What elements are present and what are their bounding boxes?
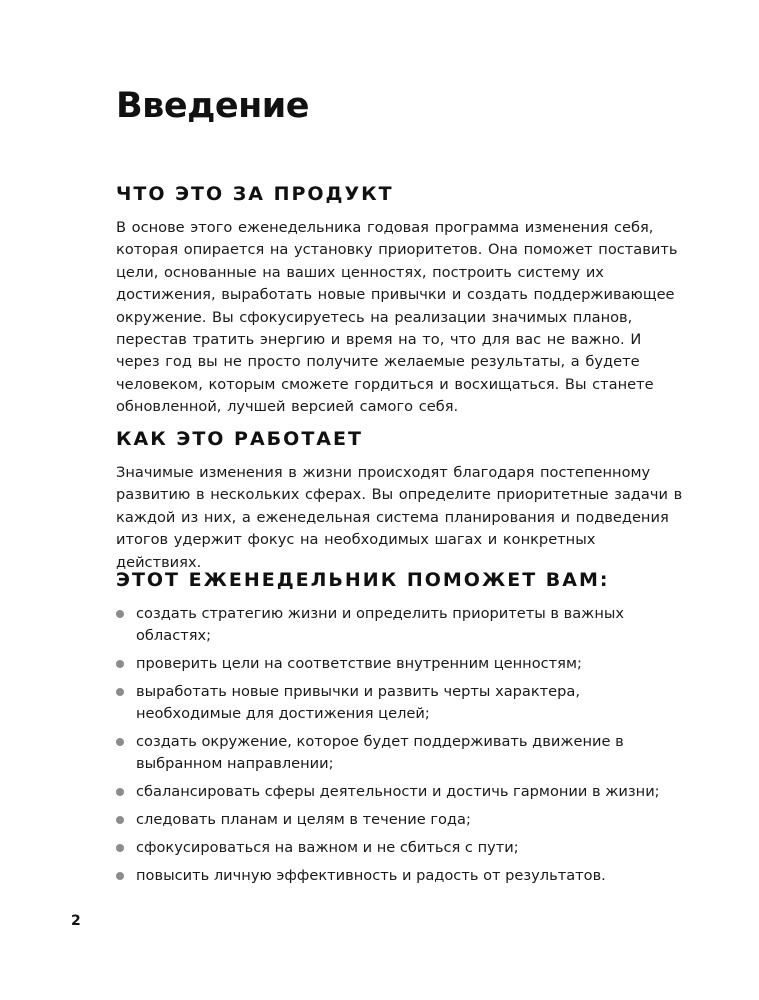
list-item xyxy=(116,603,686,647)
bullet-icon xyxy=(116,816,124,824)
section-text-product: В основе этого еженедельника годовая программа изменения себя, которая опирается на установку приоритетов. Она поможет поставить цели, основанные на ваших ценностях, построить систему их достижения, выработать новые привычки и создать поддерживающее окружение. Вы сфокусируетесь на реализации значимых планов, перестав тратить энергию и время на то, что для вас не важно. И через год вы не просто получите желаемые результаты, а будете человеком, которым сможете гордиться и восхищаться. Вы станете обновленной, лучшей версией самого себя. xyxy=(116,219,678,416)
benefits-list xyxy=(116,603,686,887)
section-heading-product: ЧТО ЭТО ЗА ПРОДУКТ xyxy=(116,183,394,205)
section-text-how: Значимые изменения в жизни происходят благодаря постепенному развитию в нескольких сферах. Вы определите приоритетные задачи в каждой из них, а еженедельная система планирования и подведения итогов удержит фокус на необходимых шагах и конкретных действиях. xyxy=(116,464,683,571)
page-title: Введение xyxy=(116,86,310,126)
list-item xyxy=(116,731,686,775)
section-what-is-product xyxy=(116,183,686,419)
list-item-text: сфокусироваться на важном и не сбиться с пути; xyxy=(136,839,519,856)
section-how-it-works xyxy=(116,428,686,574)
list-item-text: проверить цели на соответствие внутренним ценностям; xyxy=(136,655,582,672)
list-item xyxy=(116,837,686,859)
section-heading-how: КАК ЭТО РАБОТАЕТ xyxy=(116,428,363,450)
bullet-icon xyxy=(116,788,124,796)
list-item xyxy=(116,653,686,675)
list-item-text: сбалансировать сферы деятельности и достичь гармонии в жизни; xyxy=(136,783,660,800)
section-heading-benefits: ЭТОТ ЕЖЕНЕДЕЛЬНИК ПОМОЖЕТ ВАМ: xyxy=(116,569,610,591)
bullet-icon xyxy=(116,844,124,852)
list-item-text: создать стратегию жизни и определить приоритеты в важных областях; xyxy=(136,605,625,644)
section-benefits xyxy=(116,569,686,893)
list-item xyxy=(116,681,686,725)
list-item xyxy=(116,781,686,803)
list-item-text: выработать новые привычки и развить черты характера, необходимые для достижения целей; xyxy=(136,683,580,722)
bullet-icon xyxy=(116,738,124,746)
page-number: 2 xyxy=(71,913,81,929)
list-item-text: создать окружение, которое будет поддерживать движение в выбранном направлении; xyxy=(136,733,624,772)
list-item-text: повысить личную эффективность и радость от результатов. xyxy=(136,867,606,884)
bullet-icon xyxy=(116,688,124,696)
bullet-icon xyxy=(116,872,124,880)
list-item-text: следовать планам и целям в течение года; xyxy=(136,811,471,828)
list-item xyxy=(116,809,686,831)
bullet-icon xyxy=(116,610,124,618)
list-item xyxy=(116,865,686,887)
bullet-icon xyxy=(116,660,124,668)
